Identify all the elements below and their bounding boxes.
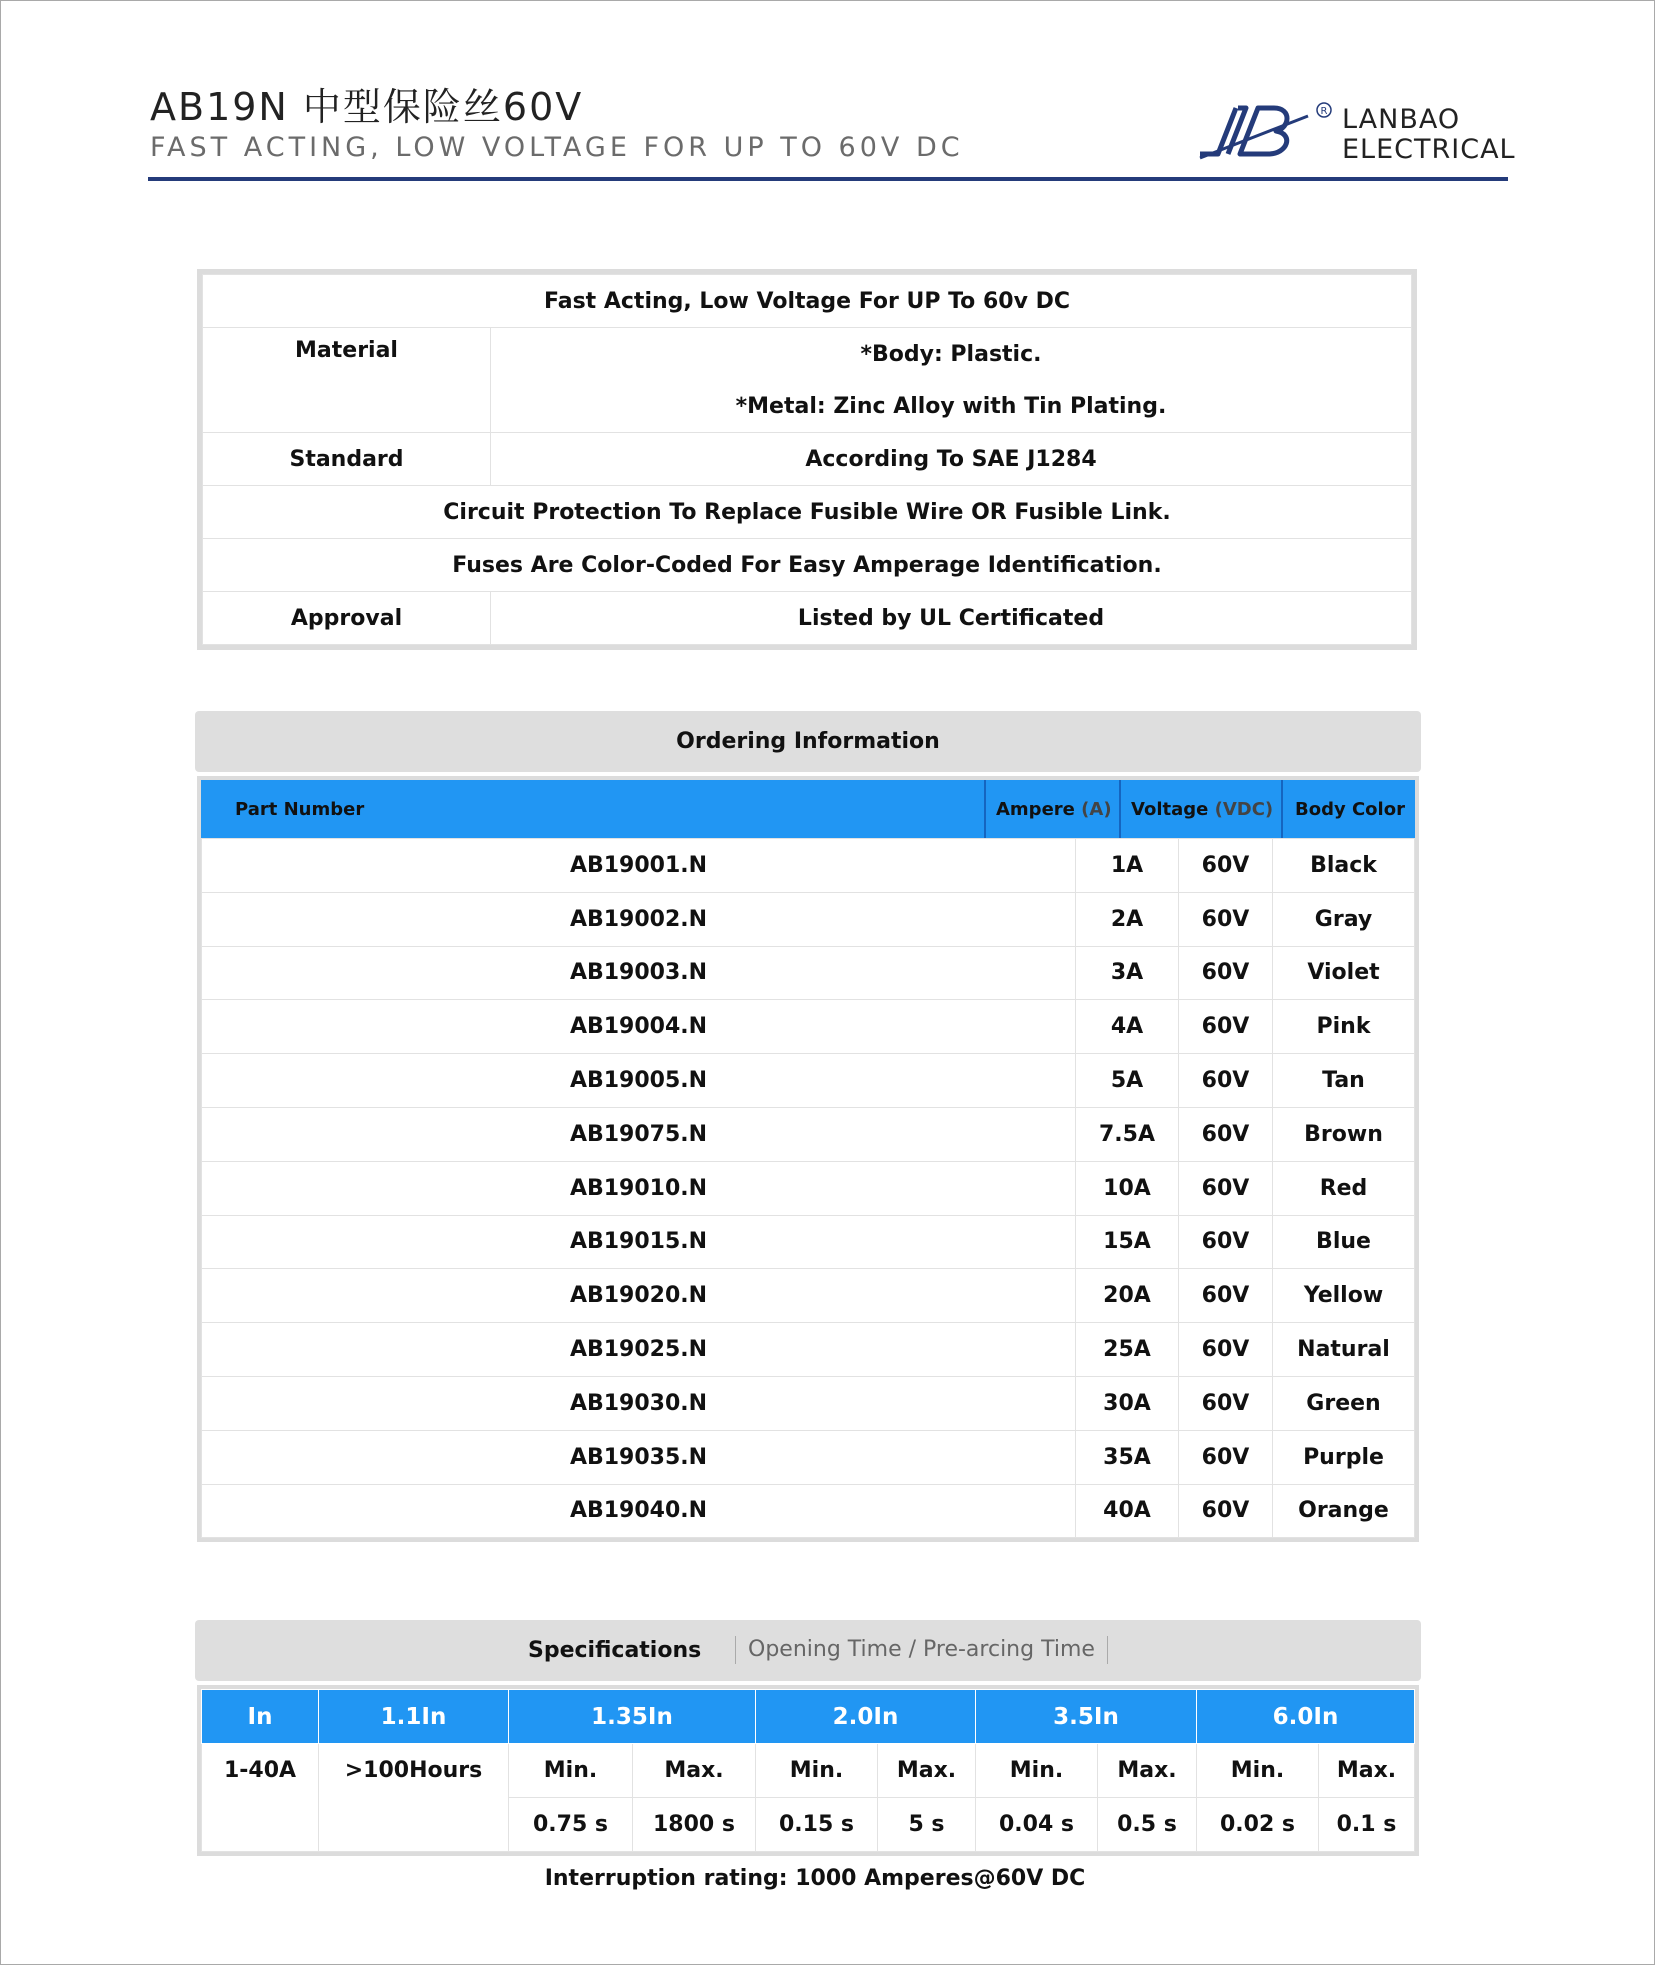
sp-header-6-0in: 6.0In: [1197, 1690, 1415, 1744]
sp-max-label: Max.: [1319, 1744, 1415, 1798]
voltage-cell: 60V: [1179, 839, 1273, 893]
part-number-cell: AB19005.N: [202, 1054, 1076, 1108]
body-color-cell: Natural: [1273, 1323, 1415, 1377]
body-color-cell: Green: [1273, 1376, 1415, 1430]
body-color-cell: Brown: [1273, 1107, 1415, 1161]
body-color-cell: Orange: [1273, 1484, 1415, 1538]
sp-time-value: 0.15 s: [756, 1798, 878, 1852]
voltage-cell: 60V: [1179, 1323, 1273, 1377]
approval-value: Listed by UL Certificated: [491, 592, 1412, 645]
ampere-cell: 3A: [1076, 946, 1179, 1000]
part-number-cell: AB19020.N: [202, 1269, 1076, 1323]
ampere-cell: 15A: [1076, 1215, 1179, 1269]
brand-name: [1342, 105, 1516, 165]
sp-time-value: 0.5 s: [1098, 1798, 1197, 1852]
voltage-cell: 60V: [1179, 892, 1273, 946]
part-number-cell: AB19035.N: [202, 1430, 1076, 1484]
ampere-cell: 10A: [1076, 1161, 1179, 1215]
part-number-cell: AB19001.N: [202, 839, 1076, 893]
sp-min-label: Min.: [976, 1744, 1098, 1798]
table-row: [202, 1054, 1415, 1108]
sp-header-2-0in: 2.0In: [756, 1690, 976, 1744]
material-metal: *Metal: Zinc Alloy with Tin Plating.: [491, 380, 1412, 433]
table-row: [202, 1376, 1415, 1430]
svg-text:R: R: [1320, 106, 1328, 117]
ampere-cell: 5A: [1076, 1054, 1179, 1108]
color-note: Fuses Are Color-Coded For Easy Amperage Identification.: [203, 539, 1412, 592]
part-number-cell: AB19025.N: [202, 1323, 1076, 1377]
sp-max-label: Max.: [1098, 1744, 1197, 1798]
brand-line-1: LANBAO: [1342, 104, 1461, 135]
voltage-cell: 60V: [1179, 1484, 1273, 1538]
ampere-cell: 30A: [1076, 1376, 1179, 1430]
ampere-cell: 2A: [1076, 892, 1179, 946]
sp-min-label: Min.: [1197, 1744, 1319, 1798]
standard-label: Standard: [203, 433, 491, 486]
spec-heading: Fast Acting, Low Voltage For UP To 60v DC: [203, 275, 1412, 328]
voltage-cell: 60V: [1179, 1376, 1273, 1430]
body-color-cell: Blue: [1273, 1215, 1415, 1269]
sp-time-value: 1800 s: [633, 1798, 756, 1852]
sp-max-label: Max.: [633, 1744, 756, 1798]
body-color-cell: Tan: [1273, 1054, 1415, 1108]
header-rule: [148, 177, 1508, 181]
specifications-title: Specifications: [528, 1638, 702, 1663]
ordering-title: Ordering Information: [195, 711, 1421, 772]
part-number-cell: AB19002.N: [202, 892, 1076, 946]
col-ampere-unit: (A): [1081, 798, 1112, 820]
body-color-cell: Yellow: [1273, 1269, 1415, 1323]
body-color-cell: Violet: [1273, 946, 1415, 1000]
part-number-cell: AB19040.N: [202, 1484, 1076, 1538]
part-number-cell: AB19075.N: [202, 1107, 1076, 1161]
sp-time-value: 0.02 s: [1197, 1798, 1319, 1852]
body-color-cell: Gray: [1273, 892, 1415, 946]
voltage-cell: 60V: [1179, 1215, 1273, 1269]
table-row: [202, 1269, 1415, 1323]
part-number-cell: AB19004.N: [202, 1000, 1076, 1054]
col-voltage: [1119, 780, 1281, 838]
body-color-cell: Purple: [1273, 1430, 1415, 1484]
specifications-subtitle: Opening Time / Pre-arcing Time: [735, 1636, 1108, 1664]
voltage-cell: 60V: [1179, 1430, 1273, 1484]
specifications-header: [195, 1620, 1421, 1681]
col-body-color: Body Color: [1281, 780, 1415, 838]
part-number-cell: AB19003.N: [202, 946, 1076, 1000]
voltage-cell: 60V: [1179, 1269, 1273, 1323]
part-number-cell: AB19015.N: [202, 1215, 1076, 1269]
table-row: [202, 1161, 1415, 1215]
page-title: AB19N 中型保险丝60V: [150, 85, 584, 129]
col-voltage-label: Voltage: [1131, 798, 1209, 820]
part-number-cell: AB19010.N: [202, 1161, 1076, 1215]
table-row: [202, 1000, 1415, 1054]
table-row: [202, 1107, 1415, 1161]
table-row: [202, 839, 1415, 893]
sp-min-label: Min.: [509, 1744, 633, 1798]
col-ampere: [984, 780, 1119, 838]
ampere-cell: 1A: [1076, 839, 1179, 893]
ampere-cell: 7.5A: [1076, 1107, 1179, 1161]
voltage-cell: 60V: [1179, 1000, 1273, 1054]
sp-header-1-35in: 1.35In: [509, 1690, 756, 1744]
interruption-rating-note: Interruption rating: 1000 Amperes@60V DC: [544, 1866, 1086, 1891]
sp-time-value: 0.75 s: [509, 1798, 633, 1852]
ordering-column-header: [201, 780, 1415, 838]
sp-time-value: 0.1 s: [1319, 1798, 1415, 1852]
voltage-cell: 60V: [1179, 1054, 1273, 1108]
voltage-cell: 60V: [1179, 1161, 1273, 1215]
sp-min-label: Min.: [756, 1744, 878, 1798]
table-row: [202, 1215, 1415, 1269]
ampere-cell: 35A: [1076, 1430, 1179, 1484]
circuit-note: Circuit Protection To Replace Fusible Wire OR Fusible Link.: [203, 486, 1412, 539]
sp-header-3-5in: 3.5In: [976, 1690, 1197, 1744]
table-row: [202, 946, 1415, 1000]
page-subtitle: FAST ACTING, LOW VOLTAGE FOR UP TO 60V DC: [150, 132, 964, 163]
specifications-table: [197, 1685, 1419, 1856]
col-ampere-label: Ampere: [996, 798, 1075, 820]
part-number-cell: AB19030.N: [202, 1376, 1076, 1430]
voltage-cell: 60V: [1179, 946, 1273, 1000]
ampere-cell: 4A: [1076, 1000, 1179, 1054]
body-color-cell: Black: [1273, 839, 1415, 893]
ordering-rows: [201, 838, 1415, 1538]
ordering-table: [197, 776, 1419, 1542]
approval-label: Approval: [203, 592, 491, 645]
voltage-cell: 60V: [1179, 1107, 1273, 1161]
ampere-cell: 25A: [1076, 1323, 1179, 1377]
sp-header-1-1in: 1.1In: [319, 1690, 509, 1744]
body-color-cell: Pink: [1273, 1000, 1415, 1054]
sp-time-value: 5 s: [878, 1798, 976, 1852]
material-label: Material: [203, 328, 491, 433]
sp-time-value: 0.04 s: [976, 1798, 1098, 1852]
table-row: [202, 1484, 1415, 1538]
col-voltage-unit: (VDC): [1214, 798, 1274, 820]
table-row: [202, 1430, 1415, 1484]
standard-value: According To SAE J1284: [491, 433, 1412, 486]
body-color-cell: Red: [1273, 1161, 1415, 1215]
ampere-cell: 20A: [1076, 1269, 1179, 1323]
ampere-cell: 40A: [1076, 1484, 1179, 1538]
lb-logo-icon: [1198, 98, 1338, 164]
sp-hours-value: >100Hours: [319, 1744, 509, 1852]
material-body: *Body: Plastic.: [491, 328, 1412, 381]
sp-in-value: 1-40A: [202, 1744, 319, 1852]
table-row: [202, 1323, 1415, 1377]
sp-max-label: Max.: [878, 1744, 976, 1798]
spec-table: [197, 269, 1417, 650]
table-row: [202, 892, 1415, 946]
col-part-number: Part Number: [235, 798, 365, 820]
brand-line-2: ELECTRICAL: [1342, 134, 1516, 165]
sp-header-in: In: [202, 1690, 319, 1744]
